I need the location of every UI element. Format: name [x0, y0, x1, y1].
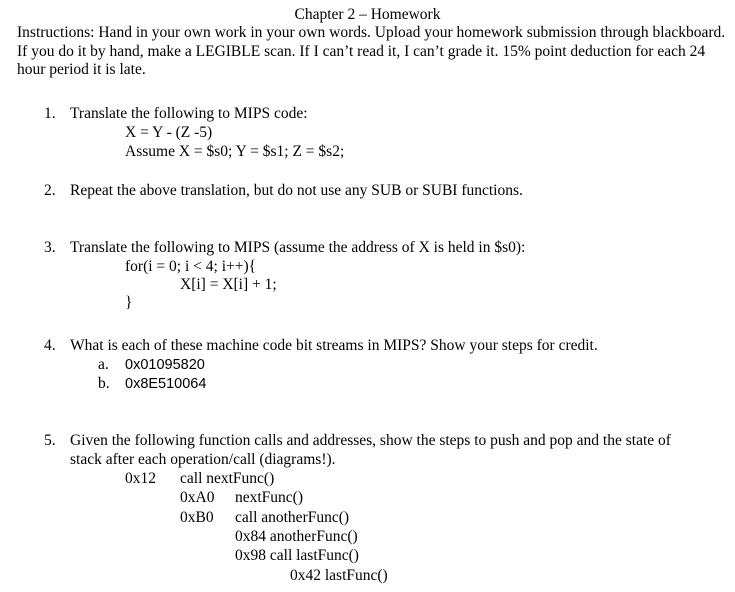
call-text: call anotherFunc()	[235, 509, 350, 526]
code-line: for(i = 0; i < 4; i++){	[125, 258, 257, 275]
call-line: 0x84 anotherFunc()	[235, 528, 358, 545]
question-number: 2.	[44, 182, 56, 199]
question-line: X = Y - (Z -5)	[125, 124, 213, 141]
call-text: call nextFunc()	[180, 470, 275, 487]
question-text: stack after each operation/call (diagrams!).	[70, 451, 336, 468]
call-line: 0x42 lastFunc()	[290, 567, 388, 584]
page-title: Chapter 2 – Homework	[294, 6, 441, 23]
call-address: 0x12	[125, 470, 156, 487]
question-text: What is each of these machine code bit streams in MIPS? Show your steps for credit.	[70, 337, 598, 354]
item-value: 0x8E510064	[125, 376, 207, 392]
question-text: Repeat the above translation, but do not use any SUB or SUBI functions.	[70, 182, 523, 199]
question-text: Given the following function calls and addresses, show the steps to push and pop and the state of	[70, 432, 671, 449]
instructions: Instructions: Hand in your own work in your own words. Upload your homework submission through blackboard. If you do it by hand, make a LEGIBLE scan. If I can’t read it, I can’t grade it. 15% point deduction for each 24 hour period it is late.	[17, 24, 726, 78]
question-number: 4.	[44, 337, 56, 354]
item-label: b.	[98, 375, 110, 392]
item-value: 0x01095820	[125, 357, 205, 373]
call-address: 0xB0	[180, 509, 214, 526]
question-number: 3.	[44, 239, 56, 256]
question-number: 5.	[44, 432, 56, 449]
call-address: 0xA0	[180, 489, 215, 506]
question-line: Assume X = $s0; Y = $s1; Z = $s2;	[125, 143, 345, 160]
code-line: }	[125, 294, 133, 311]
question-text: Translate the following to MIPS (assume the address of X is held in $s0):	[70, 239, 526, 256]
item-label: a.	[98, 356, 109, 373]
question-number: 1.	[44, 105, 56, 122]
call-text: nextFunc()	[235, 489, 304, 506]
code-line: X[i] = X[i] + 1;	[180, 276, 277, 293]
question-text: Translate the following to MIPS code:	[70, 105, 308, 122]
call-line: 0x98 call lastFunc()	[235, 547, 359, 564]
